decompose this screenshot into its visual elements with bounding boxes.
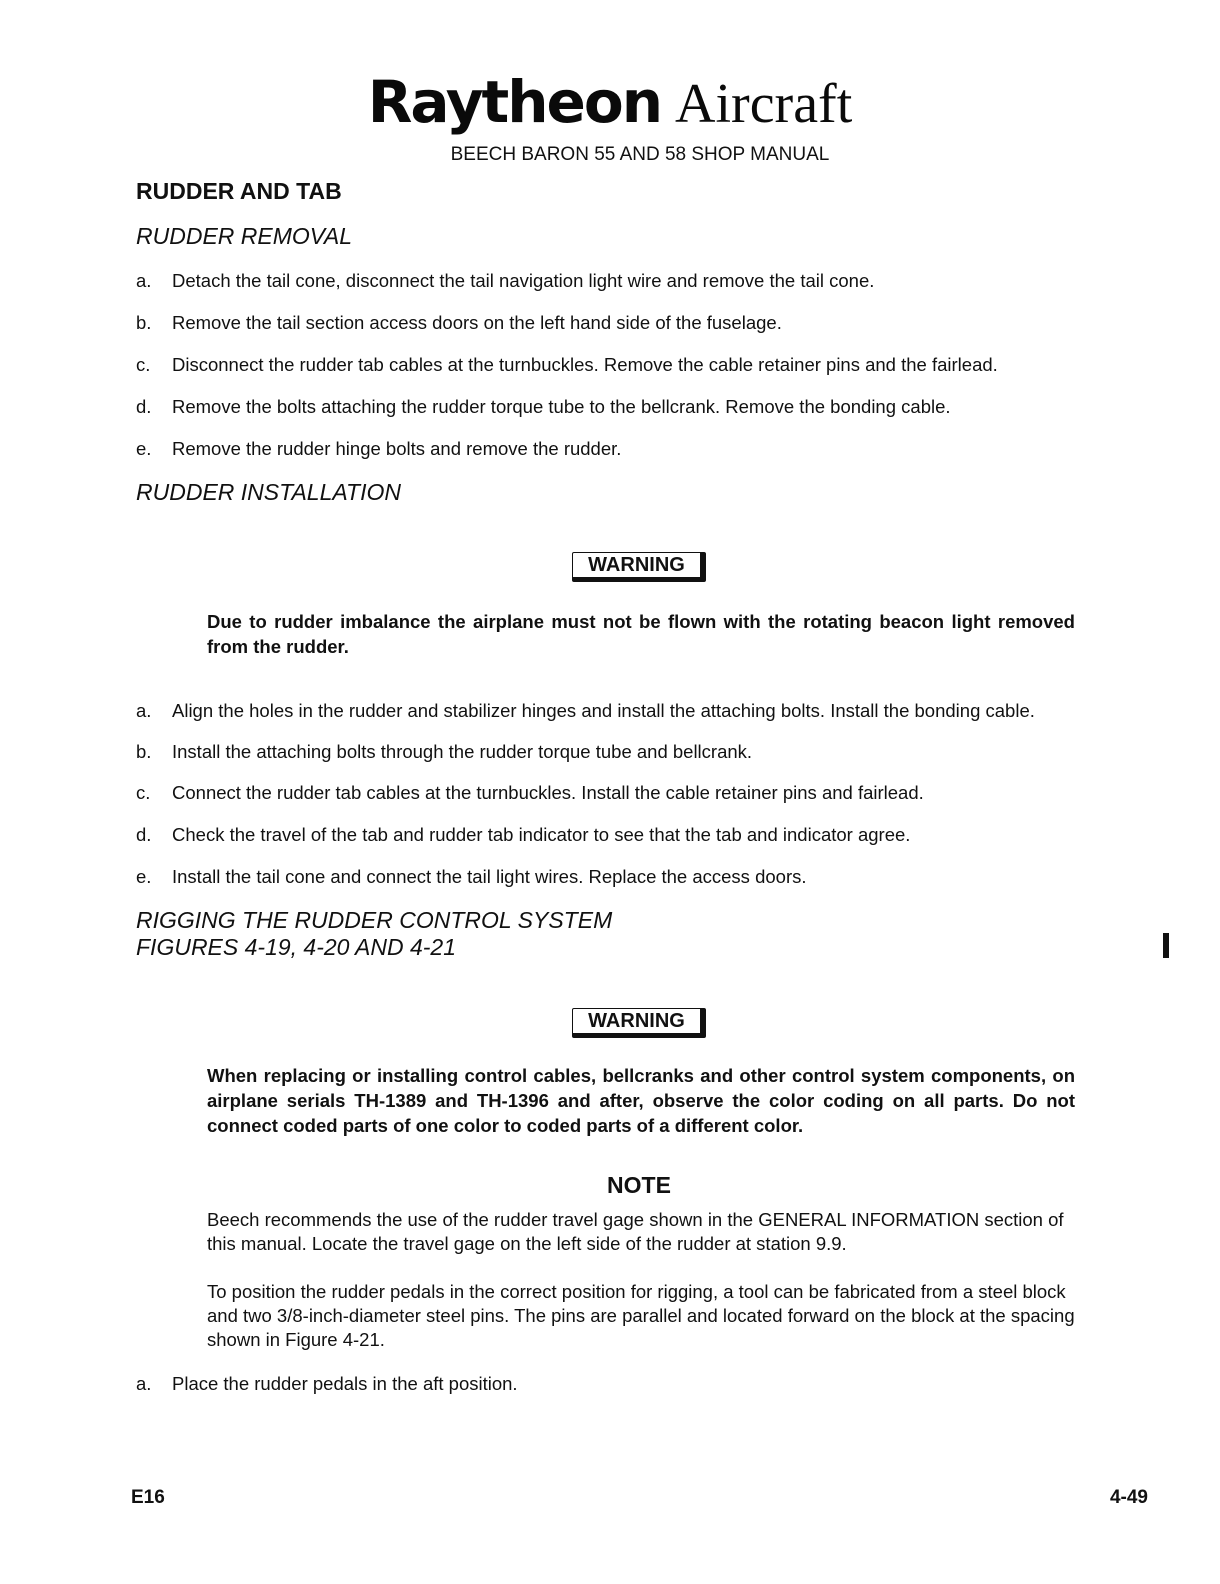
footer-page-code: E16 xyxy=(131,1487,165,1508)
rigging-heading: RIGGING THE RUDDER CONTROL SYSTEM xyxy=(136,907,613,933)
installation-step: e. Install the tail cone and connect the tail light wires. Replace the access doors. xyxy=(136,866,807,887)
installation-step: c. Connect the rudder tab cables at the turnbuckles. Install the cable retainer pins and fairlead. xyxy=(136,782,924,803)
note-paragraph: Beech recommends the use of the rudder travel gage shown in the GENERAL INFORMATION section of this manual. Locate the travel gage on the left side of the rudder at station 9.9. xyxy=(207,1209,1064,1254)
removal-step: c. Disconnect the rudder tab cables at the turnbuckles. Remove the cable retainer pins and the fairlead. xyxy=(136,354,998,375)
removal-step: e. Remove the rudder hinge bolts and remove the rudder. xyxy=(136,438,622,459)
section-title: RUDDER AND TAB xyxy=(136,178,342,204)
brand-suffix: Aircraft xyxy=(675,73,853,135)
warning-badge: WARNING xyxy=(572,552,706,582)
removal-step: b. Remove the tail section access doors on the left hand side of the fuselage. xyxy=(136,312,782,333)
warning-text: Due to rudder imbalance the airplane must not be flown with the rotating beacon light removed from the rudder. xyxy=(207,611,1075,657)
footer-page-number: 4-49 xyxy=(1109,1487,1148,1508)
removal-heading: RUDDER REMOVAL xyxy=(136,223,352,249)
rigging-figures-heading: FIGURES 4-19, 4-20 AND 4-21 xyxy=(136,934,456,960)
warning-text: When replacing or installing control cables, bellcranks and other control system components, on airplane serials TH-1389 and TH-1396 and after, observe the color coding on all parts. Do not connect coded parts of one color to coded parts of a different color. xyxy=(207,1065,1075,1136)
rigging-step: a. Place the rudder pedals in the aft position. xyxy=(136,1373,518,1394)
removal-step: a. Detach the tail cone, disconnect the tail navigation light wire and remove the tail cone. xyxy=(136,270,875,291)
warning-badge: WARNING xyxy=(572,1008,706,1038)
brand-name: Raytheon xyxy=(367,68,662,136)
installation-heading: RUDDER INSTALLATION xyxy=(136,479,401,505)
removal-step: d. Remove the bolts attaching the rudder torque tube to the bellcrank. Remove the bonding cable. xyxy=(136,396,951,417)
note-heading: NOTE xyxy=(607,1172,671,1198)
installation-step: a. Align the holes in the rudder and stabilizer hinges and install the attaching bolts. Install the bonding cable. xyxy=(136,700,1035,721)
company-logo xyxy=(0,68,1220,136)
manual-title: BEECH BARON 55 AND 58 SHOP MANUAL xyxy=(450,144,830,165)
installation-step: d. Check the travel of the tab and rudder tab indicator to see that the tab and indicator agree. xyxy=(136,824,911,845)
note-paragraph: To position the rudder pedals in the correct position for rigging, a tool can be fabricated from a steel block and two 3/8-inch-diameter steel pins. The pins are parallel and located forward on the block at the spacing shown in Figure 4-21. xyxy=(207,1281,1075,1350)
installation-step: b. Install the attaching bolts through the rudder torque tube and bellcrank. xyxy=(136,741,753,762)
change-bar xyxy=(1163,933,1169,958)
